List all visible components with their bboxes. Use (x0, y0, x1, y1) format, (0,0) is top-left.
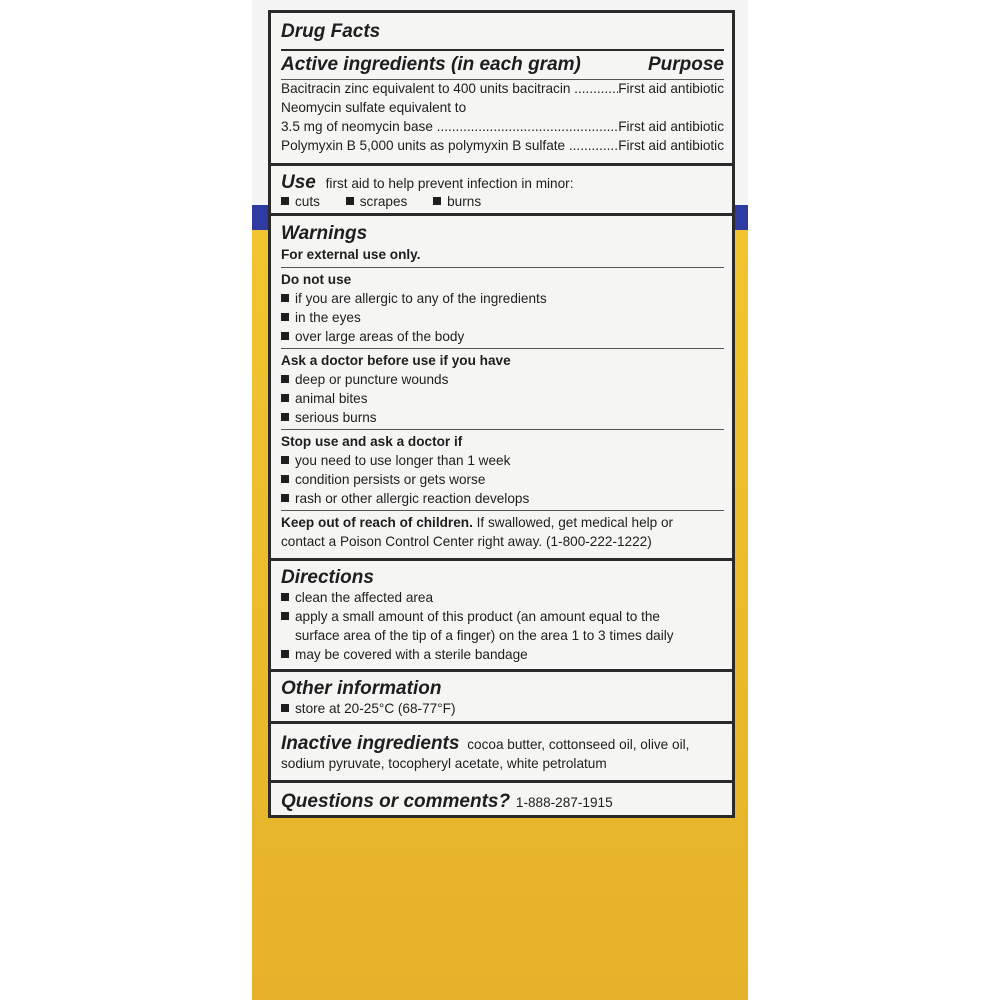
list-item: clean the affected area (281, 589, 724, 607)
warnings-rule-2 (281, 348, 724, 349)
stop-use-heading: Stop use and ask a doctor if (281, 434, 463, 449)
list-item: you need to use longer than 1 week (281, 452, 724, 470)
use-heading: Use (281, 172, 316, 193)
warnings-heading: Warnings (281, 223, 368, 244)
use-text: first aid to help prevent infection in minor: (325, 176, 574, 191)
ask-doctor-heading: Ask a doctor before use if you have (281, 353, 511, 368)
separator-warnings (271, 213, 732, 216)
active-ingredients-heading: Active ingredients (in each gram) (281, 54, 581, 75)
purpose-neomycin: First aid antibiotic (618, 119, 724, 134)
purpose-bacitracin: First aid antibiotic (618, 81, 724, 96)
list-item: apply a small amount of this product (an amount equal to the (281, 608, 724, 626)
use-section (281, 172, 724, 195)
list-item: if you are allergic to any of the ingredients (281, 290, 724, 308)
ingredient-polymyxin: Polymyxin B 5,000 units as polymyxin B sulfate ..... (281, 137, 618, 155)
list-item: deep or puncture wounds (281, 371, 724, 389)
external-use-text: For external use only. (281, 247, 421, 262)
questions-line (281, 791, 724, 814)
keep-out-text1: If swallowed, get medical help or (472, 515, 674, 530)
use-item: cuts (281, 194, 320, 209)
list-item: rash or other allergic reaction develops (281, 490, 724, 508)
list-item-continued: surface area of the tip of a finger) on the area 1 to 3 times daily (295, 628, 674, 643)
warnings-rule-1 (281, 267, 724, 268)
questions-phone: 1-888-287-1915 (515, 795, 613, 810)
drug-facts-title: Drug Facts (281, 21, 381, 42)
ingredient-neomycin-line1: Neomycin sulfate equivalent to (281, 100, 467, 115)
warnings-rule-4 (281, 510, 724, 511)
list-item: store at 20-25°C (68-77°F) (281, 700, 724, 718)
list-item: may be covered with a sterile bandage (281, 646, 724, 664)
ingredient-row-neomycin (281, 118, 724, 136)
drug-facts-title-section (271, 21, 732, 43)
use-item: scrapes (346, 194, 408, 209)
list-item: over large areas of the body (281, 328, 724, 346)
keep-out-bold: Keep out of reach of children. (281, 515, 473, 530)
directions-heading-section (271, 567, 732, 589)
list-item: in the eyes (281, 309, 724, 327)
purpose-polymyxin: First aid antibiotic (618, 138, 724, 153)
inactive-text1: cocoa butter, cottonseed oil, olive oil, (467, 737, 690, 752)
separator-inactive (271, 721, 732, 724)
keep-out-line1 (281, 514, 724, 532)
ingredient-neomycin: 3.5 mg of neomycin base ..... (281, 118, 618, 136)
separator-use (271, 163, 732, 166)
keep-out-line2: contact a Poison Control Center right away. (1-800-222-1222) (281, 534, 652, 549)
warnings-heading-section (271, 223, 732, 245)
do-not-use-heading: Do not use (281, 272, 352, 287)
questions-heading: Questions or comments? (281, 791, 511, 812)
separator-directions (271, 558, 732, 561)
inactive-line1 (281, 733, 724, 756)
list-item: serious burns (281, 409, 724, 427)
inactive-text2: sodium pyruvate, tocopheryl acetate, white petrolatum (281, 756, 607, 771)
ingredient-bacitracin: Bacitracin zinc equivalent to 400 units bacitracin ..... (281, 80, 618, 98)
other-info-heading-section (271, 678, 732, 700)
other-info-heading: Other information (281, 678, 442, 699)
inactive-heading: Inactive ingredients (281, 733, 460, 754)
list-item: condition persists or gets worse (281, 471, 724, 489)
drug-facts-panel (268, 10, 735, 818)
active-ingredients-header (271, 54, 732, 76)
title-rule (281, 49, 724, 51)
use-item: burns (433, 194, 481, 209)
directions-heading: Directions (281, 567, 374, 588)
separator-other-info (271, 669, 732, 672)
list-item: animal bites (281, 390, 724, 408)
ingredient-row-bacitracin (281, 80, 724, 98)
use-items (281, 193, 724, 211)
ingredient-row-polymyxin (281, 137, 724, 155)
warnings-rule-3 (281, 429, 724, 430)
purpose-heading: Purpose (647, 54, 724, 75)
separator-questions (271, 780, 732, 783)
